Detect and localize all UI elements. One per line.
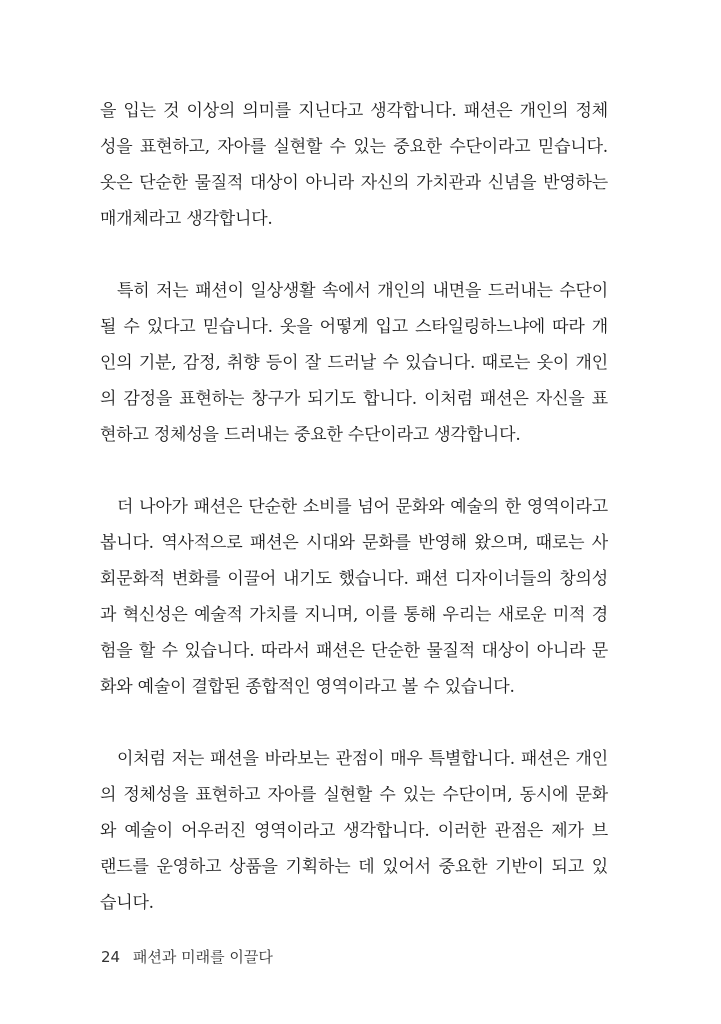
paragraph-4 <box>100 741 608 921</box>
text-line: 을 입는 것 이상의 의미를 지닌다고 생각합니다. 패션은 개인의 정체 <box>100 101 608 121</box>
text-line: 험을 할 수 있습니다. 따라서 패션은 단순한 물질적 대상이 아니라 문 <box>100 641 608 661</box>
text-line: 의 감정을 표현하는 창구가 되기도 합니다. 이처럼 패션은 자신을 표 <box>100 389 608 409</box>
paragraph-2 <box>100 273 608 453</box>
text-line: 봅니다. 역사적으로 패션은 시대와 문화를 반영해 왔으며, 때로는 사 <box>100 533 608 553</box>
text-line: 화와 예술이 결합된 종합적인 영역이라고 볼 수 있습니다. <box>100 677 515 697</box>
text-line: 현하고 정체성을 드러내는 중요한 수단이라고 생각합니다. <box>100 425 521 445</box>
paragraph-3 <box>100 489 608 705</box>
text-line: 매개체라고 생각합니다. <box>100 209 273 229</box>
page-number: 24 <box>101 948 121 966</box>
page-body <box>100 93 608 957</box>
text-line: 랜드를 운영하고 상품을 기획하는 데 있어서 중요한 기반이 되고 있 <box>100 857 608 877</box>
text-line: 성을 표현하고, 자아를 실현할 수 있는 중요한 수단이라고 믿습니다. <box>100 137 608 157</box>
text-line: 와 예술이 어우러진 영역이라고 생각합니다. 이러한 관점은 제가 브 <box>100 821 608 841</box>
text-line: 특히 저는 패션이 일상생활 속에서 개인의 내면을 드러내는 수단이 <box>117 281 608 301</box>
text-line: 인의 기분, 감정, 취향 등이 잘 드러날 수 있습니다. 때로는 옷이 개인 <box>100 353 608 373</box>
text-line: 더 나아가 패션은 단순한 소비를 넘어 문화와 예술의 한 영역이라고 <box>117 497 608 517</box>
text-line: 이처럼 저는 패션을 바라보는 관점이 매우 특별합니다. 패션은 개인 <box>117 749 608 769</box>
paragraph-1 <box>100 93 608 237</box>
running-title: 패션과 미래를 이끌다 <box>132 948 273 966</box>
text-line: 습니다. <box>100 893 154 913</box>
page-footer <box>101 946 273 967</box>
text-line: 과 혁신성은 예술적 가치를 지니며, 이를 통해 우리는 새로운 미적 경 <box>100 605 608 625</box>
text-line: 옷은 단순한 물질적 대상이 아니라 자신의 가치관과 신념을 반영하는 <box>100 173 608 193</box>
text-line: 의 정체성을 표현하고 자아를 실현할 수 있는 수단이며, 동시에 문화 <box>100 785 608 805</box>
text-line: 회문화적 변화를 이끌어 내기도 했습니다. 패션 디자이너들의 창의성 <box>100 569 608 589</box>
text-line: 될 수 있다고 믿습니다. 옷을 어떻게 입고 스타일링하느냐에 따라 개 <box>100 317 608 337</box>
